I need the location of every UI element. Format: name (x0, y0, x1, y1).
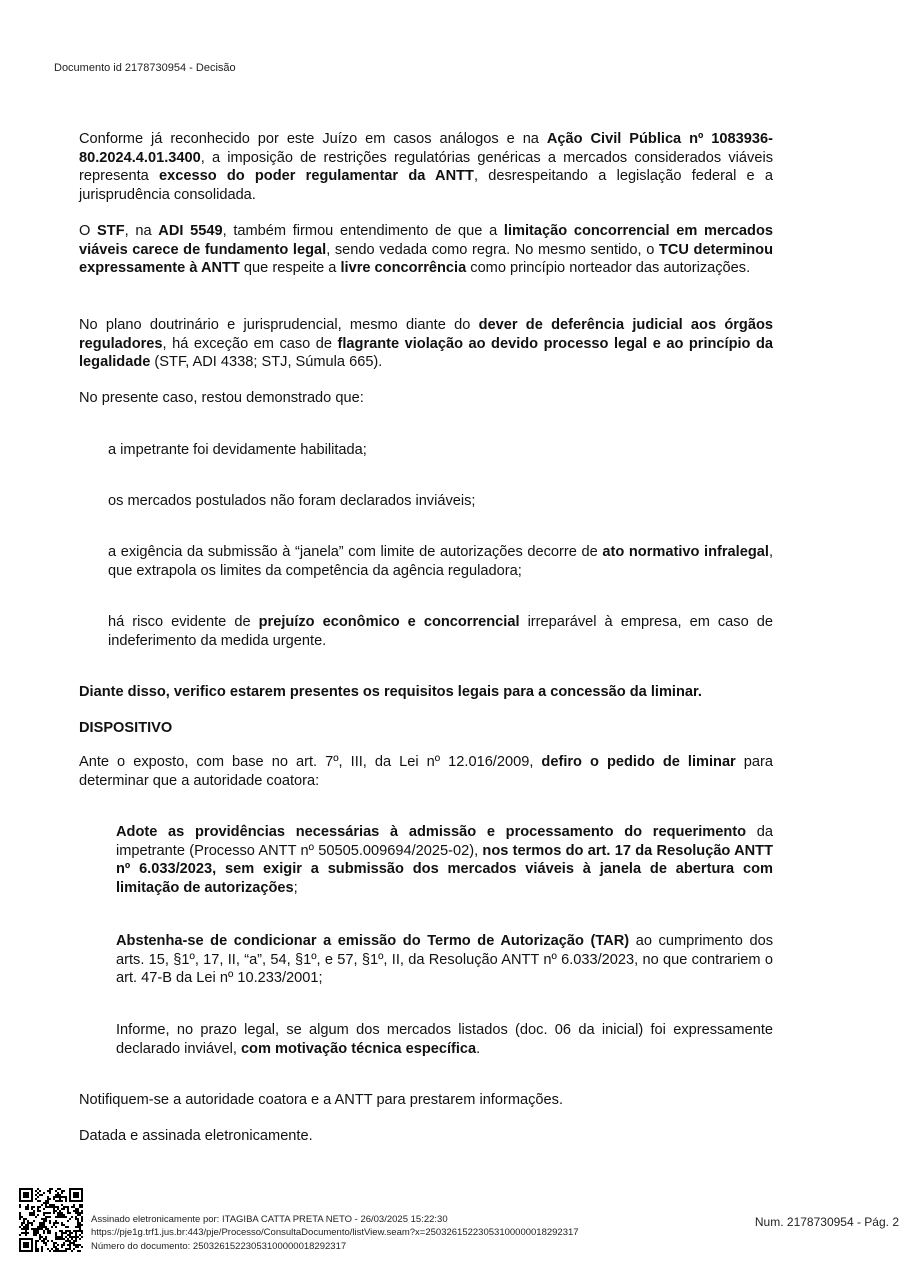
text-run: Datada e assinada eletronicamente. (79, 1128, 313, 1144)
text-run: Notifiquem-se a autoridade coatora e a ANTT para prestarem informações. (79, 1092, 563, 1108)
bold-text-run: Adote as providências necessárias à admissão e processamento do requerimento (116, 824, 747, 840)
text-run: Conforme já reconhecido por este Juízo em casos análogos e na (79, 131, 547, 147)
document-url: https://pje1g.trf1.jus.br:443/pje/Processo/ConsultaDocumento/listView.seam?x=25032615223053100000018292317 (91, 1227, 579, 1239)
order-item-informe (116, 1021, 773, 1058)
text-run: (STF, ADI 4338; STJ, Súmula 665). (150, 354, 383, 370)
signature-footer (91, 1213, 579, 1253)
bold-text-run: livre concorrência (340, 260, 467, 276)
list-item-risco (108, 613, 773, 650)
bold-text-run: ADI 5549 (158, 223, 223, 239)
bold-text-run: com motivação técnica específica (240, 1040, 477, 1057)
text-run: , também firmou entendimento de que a (222, 223, 504, 239)
bold-text-run: flagrante violação ao devido processo legal e ao princípio da legalidade (79, 335, 773, 370)
text-run: . (476, 1040, 481, 1057)
text-run: os mercados postulados não foram declarados inviáveis; (108, 493, 476, 509)
text-run: No plano doutrinário e jurisprudencial, mesmo diante do (79, 317, 479, 333)
paragraph-acp (79, 130, 773, 204)
paragraph-notify (79, 1091, 773, 1110)
text-run: há risco evidente de (108, 614, 259, 630)
bold-text-run: Ação Civil Pública nº 1083936-80.2024.4.01.3400 (79, 131, 773, 166)
order-item-admissao (116, 823, 773, 897)
text-run: , há exceção em caso de (162, 335, 338, 352)
paragraph-conclusion (79, 683, 773, 702)
text-run: ; (293, 879, 298, 896)
text-run: O (79, 223, 98, 239)
paragraph-present-case (79, 389, 773, 408)
document-id-header: Documento id 2178730954 - Decisão (54, 62, 236, 74)
text-run: Ante o exposto, com base no art. 7º, III, da Lei nº 12.016/2009, (79, 754, 542, 770)
text-run: No presente caso, restou demonstrado que: (79, 390, 364, 406)
text-run: a impetrante foi devidamente habilitada; (108, 442, 367, 458)
text-run: , sendo vedada como regra. No mesmo sentido, o (326, 241, 659, 258)
bold-text-run: nos termos do art. 17 da Resolução ANTT nº 6.033/2023, sem exigir a submissão dos mercados viáveis à janela de abertura com limitação de autorizações (116, 842, 773, 896)
text-run: , desrespeitando a legislação federal e a jurisprudência consolidada. (79, 168, 774, 203)
text-run: , que extrapola os limites da competência da agência reguladora; (108, 544, 773, 579)
bold-text-run: ato normativo infralegal (602, 544, 769, 560)
text-run: irreparável à empresa, em caso de indeferimento da medida urgente. (108, 614, 773, 649)
paragraph-signed-note (79, 1127, 773, 1146)
page-number: Num. 2178730954 - Pág. 2 (754, 1215, 899, 1229)
list-item-mercados (108, 492, 773, 511)
text-run: Informe, no prazo legal, se algum dos mercados listados (doc. 06 da inicial) foi expressamente declarado inviável, (116, 1022, 773, 1057)
paragraph-stf (79, 222, 773, 278)
bold-text-run: limitação concorrencial em mercados viáveis carece de fundamento legal (79, 223, 773, 258)
order-item-abstenha (116, 932, 773, 988)
text-run: , na (124, 223, 159, 239)
bold-text-run: prejuízo econômico e concorrencial (258, 614, 520, 630)
bold-text-run: Diante disso, verifico estarem presentes os requisitos legais para a concessão da liminar. (79, 684, 702, 700)
text-run: da impetrante (Processo ANTT nº 50505.009694/2025-02), (116, 824, 773, 859)
bold-text-run: STF (97, 223, 125, 239)
paragraph-doctrine (79, 316, 773, 372)
bold-text-run: Abstenha-se de condicionar a emissão do Termo de Autorização (TAR) (116, 933, 630, 949)
qr-code-icon (17, 1186, 85, 1254)
text-run: para determinar que a autoridade coatora: (79, 754, 773, 789)
bold-text-run: dever de deferência judicial aos órgãos reguladores (79, 317, 773, 352)
section-heading-dispositivo (79, 719, 773, 738)
text-run: como princípio norteador das autorizações. (466, 260, 751, 276)
text-run: ao cumprimento dos arts. 15, §1º, 17, II, “a”, 54, §1º, e 57, §1º, II, da Resolução ANTT nº 6.033/2023, no que contrariem o art. 47-B da Lei nº 10.233/2001; (116, 933, 773, 986)
text-run: , a imposição de restrições regulatórias genéricas a mercados considerados viáveis representa (79, 149, 773, 184)
signature-line: Assinado eletronicamente por: ITAGIBA CATTA PRETA NETO - 26/03/2025 15:22:30 (91, 1214, 448, 1225)
list-item-habilitada (108, 441, 773, 460)
bold-text-run: excesso do poder regulamentar da ANTT (159, 168, 474, 184)
document-number: Número do documento: 25032615223053100000018292317 (91, 1240, 347, 1252)
bold-text-run: DISPOSITIVO (79, 720, 173, 736)
text-run: a exigência da submissão à “janela” com limite de autorizações decorre de (108, 544, 603, 560)
list-item-janela (108, 543, 773, 580)
paragraph-ruling (79, 753, 773, 790)
bold-text-run: defiro o pedido de liminar (541, 754, 736, 770)
text-run: que respeite a (239, 260, 341, 276)
bold-text-run: TCU determinou expressamente à ANTT (79, 241, 773, 276)
